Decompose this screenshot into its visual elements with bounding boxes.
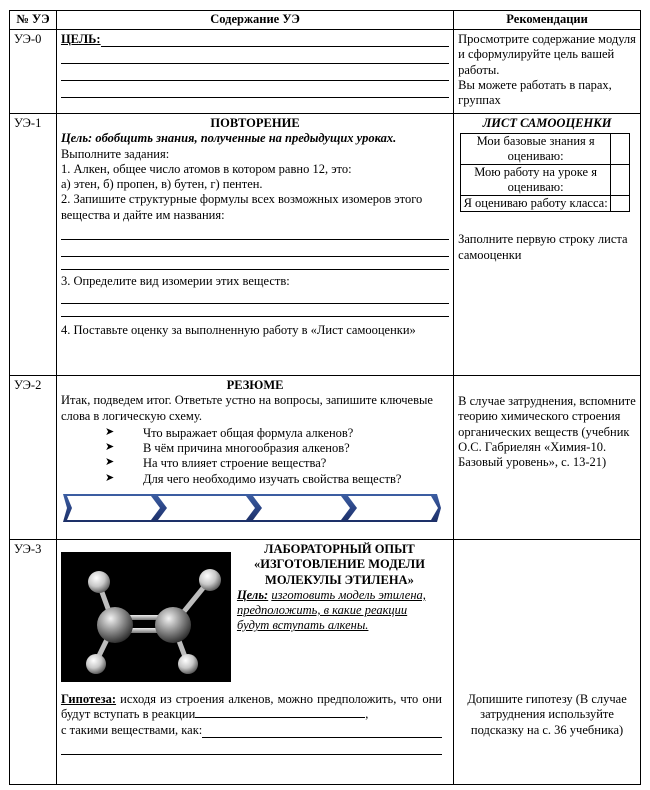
row-ue3 xyxy=(10,540,641,785)
ue3-id: УЭ-3 xyxy=(10,540,57,785)
hypothesis-block xyxy=(61,692,442,755)
ue0-recommendation xyxy=(454,30,641,114)
ue1-task1: 1. Алкен, общее число атомов в котором равно 12, это: xyxy=(60,161,352,176)
lab-text-block xyxy=(237,542,442,634)
header-recommendations: Рекомендации xyxy=(454,11,641,30)
ue3-rec-text: Допишите гипотезу (В случае затруднения используйте подсказку на с. 36 учебника) xyxy=(467,692,627,737)
row-ue0 xyxy=(10,30,641,114)
ue3-goal-text: изготовить модель этилена, предположить, в какие реакции будут вступать алкены. xyxy=(236,587,426,633)
ue1-intro: Выполните задания: xyxy=(60,146,170,161)
hypothesis-text-1: исходя из строения алкенов, можно предположить, что они будут вступать в реакции xyxy=(60,692,442,722)
ue3-recommendation xyxy=(454,540,641,785)
self-assessment-cell[interactable] xyxy=(611,196,630,212)
question-item: ➤ В чём причина многообразия алкенов? xyxy=(105,441,449,456)
ue1-rec-text: Заполните первую строку листа самооценки xyxy=(458,232,628,262)
task2-blank-3[interactable] xyxy=(61,257,449,270)
hypothesis-text-2: с такими веществами, как: xyxy=(60,722,203,737)
self-assessment-cell[interactable] xyxy=(611,134,630,165)
ue1-goal: Цель: обобщить знания, полученные на предыдущих уроках. xyxy=(60,131,397,146)
self-assessment-row xyxy=(461,165,630,196)
lab-section xyxy=(61,542,449,782)
header-row xyxy=(10,11,641,30)
ue0-rec-text: Просмотрите содержание модуля и сформулируйте цель вашей работы. xyxy=(458,32,636,77)
chevron-box-2[interactable] xyxy=(158,496,255,520)
question-item: ➤ На что влияет строение вещества? xyxy=(105,456,449,471)
ue3-title: ЛАБОРАТОРНЫЙ ОПЫТ «ИЗГОТОВЛЕНИЕ МОДЕЛИ МОЛЕКУЛЫ ЭТИЛЕНА» xyxy=(253,542,425,587)
ue1-task4: 4. Поставьте оценку за выполненную работу в «Лист самооценки» xyxy=(60,323,416,337)
ue2-recommendation xyxy=(454,376,641,540)
ue1-task1-options: а) этен, б) пропен, в) бутен, г) пентен. xyxy=(60,177,263,191)
ue2-intro: Итак, подведем итог. Ответьте устно на вопросы, запишите ключевые слова в логическую схему. xyxy=(60,393,433,423)
module-table xyxy=(9,10,641,785)
ue1-id: УЭ-1 xyxy=(10,114,57,376)
ue2-content xyxy=(56,376,453,540)
self-assessment-label: Мою работу на уроке я оцениваю: xyxy=(461,165,611,196)
self-assessment-title: ЛИСТ САМООЦЕНКИ xyxy=(482,116,612,130)
ue0-content xyxy=(56,30,453,114)
question-item: ➤ Что выражает общая формула алкенов? xyxy=(105,426,449,441)
self-assessment-label: Мои базовые знания я оцениваю: xyxy=(461,134,611,165)
goal-blank-2[interactable] xyxy=(61,47,449,64)
ue3-goal-label: Цель: xyxy=(236,587,269,602)
ue1-content xyxy=(56,114,453,376)
ue3-goal xyxy=(237,588,442,634)
header-content: Содержание УЭ xyxy=(56,11,453,30)
self-assessment-label: Я оцениваю работу класса: xyxy=(461,196,611,212)
task3-blank-2[interactable] xyxy=(61,304,449,317)
question-item: ➤ Для чего необходимо изучать свойства веществ? xyxy=(105,472,449,487)
ethylene-molecule-image xyxy=(61,552,231,682)
ue3-content xyxy=(56,540,453,785)
hypothesis-blank-2[interactable] xyxy=(202,725,442,738)
task2-blank-1[interactable] xyxy=(61,223,449,240)
chevron-box-3[interactable] xyxy=(253,496,350,520)
ue0-rec-text-2: Вы можете работать в парах, группах xyxy=(458,77,612,107)
chevron-box-1[interactable] xyxy=(67,496,160,520)
hypothesis-label: Гипотеза: xyxy=(60,692,117,706)
self-assessment-row xyxy=(461,196,630,212)
ue0-goal-label: ЦЕЛЬ: xyxy=(60,32,101,46)
ue1-task2: 2. Запишите структурные формулы всех возможных изомеров этого вещества и дайте им названия: xyxy=(60,192,423,222)
hypothesis-blank-1[interactable] xyxy=(195,707,365,718)
ue2-rec-text: В случае затруднения, вспомните теорию химического строения органических веществ (учебник О.С. Габриелян «Химия-10. Базовый уровень», с. 13-21) xyxy=(458,394,636,469)
self-assessment-cell[interactable] xyxy=(611,165,630,196)
hypothesis-line-2 xyxy=(61,723,442,738)
header-ue: № УЭ xyxy=(10,11,57,30)
ue1-recommendation xyxy=(454,114,641,376)
ue2-id: УЭ-2 xyxy=(10,376,57,540)
goal-blank-3[interactable] xyxy=(61,64,449,81)
ue1-title: ПОВТОРЕНИЕ xyxy=(210,116,300,130)
hypothesis-line-1: Гипотеза: исходя из строения алкенов, можно предположить, что они будут вступать в реакции , xyxy=(60,692,442,722)
hypothesis-blank-3[interactable] xyxy=(61,738,442,755)
ue0-id: УЭ-0 xyxy=(10,30,57,114)
task2-blank-2[interactable] xyxy=(61,240,449,257)
row-ue2 xyxy=(10,376,641,540)
row-ue1 xyxy=(10,114,641,376)
goal-blank-1[interactable] xyxy=(101,34,450,47)
self-assessment-row xyxy=(461,134,630,165)
task3-blank-1[interactable] xyxy=(61,289,449,304)
ue1-task3: 3. Определите вид изомерии этих веществ: xyxy=(60,273,290,288)
ue2-question-list xyxy=(61,426,449,487)
chevron-box-4[interactable] xyxy=(348,496,438,520)
goal-blank-4[interactable] xyxy=(61,81,449,98)
self-assessment-table xyxy=(460,133,630,212)
ue2-title: РЕЗЮМЕ xyxy=(226,378,284,392)
logic-scheme-chevrons[interactable] xyxy=(61,493,442,523)
